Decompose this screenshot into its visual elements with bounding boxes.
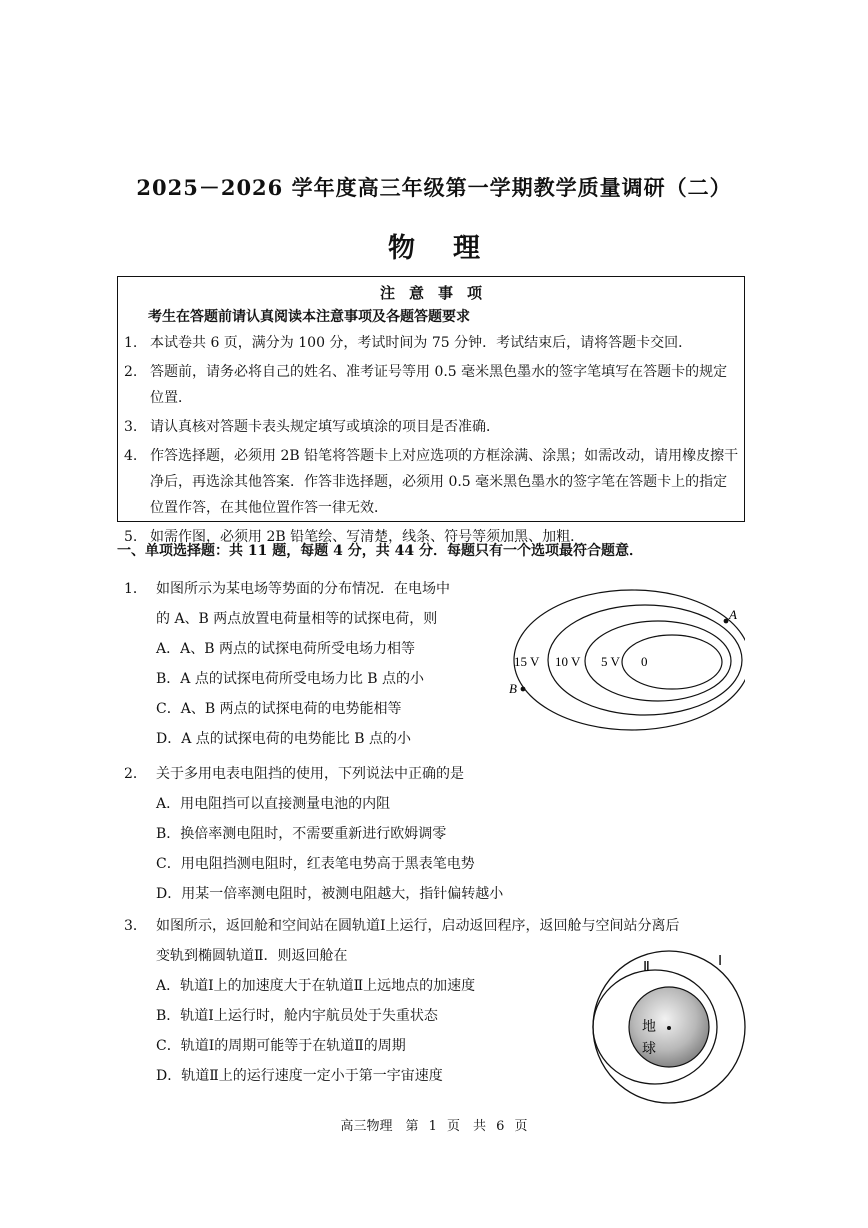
orbit-figure (575, 945, 755, 1105)
notice-item-number: 2. (124, 364, 138, 380)
notice-item-number: 4. (124, 448, 138, 464)
orbit-2-label: Ⅱ (643, 960, 650, 975)
orbit-1-label: Ⅰ (718, 954, 723, 969)
question-2 (124, 763, 744, 903)
question-stem: 变轨到椭圆轨道Ⅱ．则返回舱在 (156, 948, 348, 964)
earth-label-2: 球 (642, 1041, 656, 1057)
point-a-dot (724, 619, 729, 624)
question-stem: 关于多用电表电阻挡的使用，下列说法中正确的是 (156, 766, 464, 782)
option-c: C．用电阻挡测电阻时，红表笔电势高于黑表笔电势 (156, 856, 475, 872)
option-a: A．用电阻挡可以直接测量电池的内阻 (156, 796, 391, 812)
option-d: D．轨道Ⅱ上的运行速度一定小于第一宇宙速度 (156, 1068, 443, 1084)
section-heading: 一、单项选择题：共 11 题，每题 4 分，共 44 分．每题只有一个选项最符合题意． (117, 543, 643, 559)
option-b: B．换倍率测电阻时，不需要重新进行欧姆调零 (156, 826, 447, 842)
option-d: D．A 点的试探电荷的电势能比 B 点的小 (156, 731, 411, 747)
point-a-label: A (729, 607, 737, 622)
label-0v: 0 (641, 654, 648, 669)
equipotential-figure (505, 585, 745, 735)
notice-item (118, 333, 744, 356)
earth-label-1: 地 (642, 1019, 656, 1035)
question-stem: 如图所示为某电场等势面的分布情况．在电场中 (156, 581, 450, 597)
notice-item-text: 答题前，请务必将自己的姓名、准考证号等用 0.5 毫米黑色墨水的签字笔填写在答题卡的规定位置． (150, 364, 728, 406)
option-a: A．A、B 两点的试探电荷所受电场力相等 (156, 641, 415, 657)
notice-item-number: 3. (124, 419, 138, 435)
equipotential-0v (622, 635, 722, 689)
page-footer: 高三物理 第 1 页 共 6 页 (340, 1119, 528, 1134)
notice-heading: 注意事项 (379, 284, 496, 302)
subject-title: 物理 (388, 233, 518, 264)
option-b: B．轨道Ⅰ上运行时，舱内宇航员处于失重状态 (156, 1008, 438, 1024)
earth-center-dot (667, 1026, 671, 1030)
question-number: 3． (124, 918, 147, 934)
point-b-dot (521, 687, 526, 692)
notice-item (118, 417, 744, 440)
notice-item-text: 如需作图，必须用 2B 铅笔绘、写清楚，线条、符号等须加黑、加粗． (150, 529, 585, 545)
exam-title: 2025－2026 学年度高三年级第一学期教学质量调研（二） (136, 175, 732, 200)
question-stem: 如图所示，返回舱和空间站在圆轨道Ⅰ上运行，启动返回程序，返回舱与空间站分离后 (156, 918, 680, 934)
label-15v: 15 V (514, 654, 540, 669)
notice-item-text: 作答选择题，必须用 2B 铅笔将答题卡上对应选项的方框涂满、涂黑；如需改动，请用橡皮擦干净后，再选涂其他答案．作答非选择题，必须用 0.5 毫米黑色墨水的签字笔在答题卡上的指定位置作答，在其他位置作答一律无效． (150, 448, 739, 516)
notice-item-text: 本试卷共 6 页，满分为 100 分，考试时间为 75 分钟．考试结束后，请将答题卡交回． (150, 335, 693, 351)
question-stem: 的 A、B 两点放置电荷量相等的试探电荷，则 (156, 611, 438, 627)
point-b-label: B (509, 681, 517, 696)
option-c: C．A、B 两点的试探电荷的电势能相等 (156, 701, 402, 717)
equipotential-15v (514, 590, 745, 730)
question-number: 2． (124, 766, 147, 782)
label-5v: 5 V (601, 654, 620, 669)
label-10v: 10 V (555, 654, 581, 669)
option-c: C．轨道Ⅰ的周期可能等于在轨道Ⅱ的周期 (156, 1038, 406, 1054)
question-number: 1． (124, 581, 147, 597)
notice-subheading: 考生在答题前请认真阅读本注意事项及各题答题要求 (148, 309, 470, 325)
option-a: A．轨道Ⅰ上的加速度大于在轨道Ⅱ上远地点的加速度 (156, 978, 476, 994)
option-b: B．A 点的试探电荷所受电场力比 B 点的小 (156, 671, 425, 687)
notice-item-text: 请认真核对答题卡表头规定填写或填涂的项目是否准确． (150, 419, 500, 435)
notice-item-number: 5. (124, 529, 138, 545)
notice-box (117, 276, 745, 545)
notice-item (118, 446, 744, 521)
notice-item (118, 362, 744, 411)
notice-item-number: 1. (124, 335, 138, 351)
option-d: D．用某一倍率测电阻时，被测电阻越大，指针偏转越小 (156, 886, 504, 902)
